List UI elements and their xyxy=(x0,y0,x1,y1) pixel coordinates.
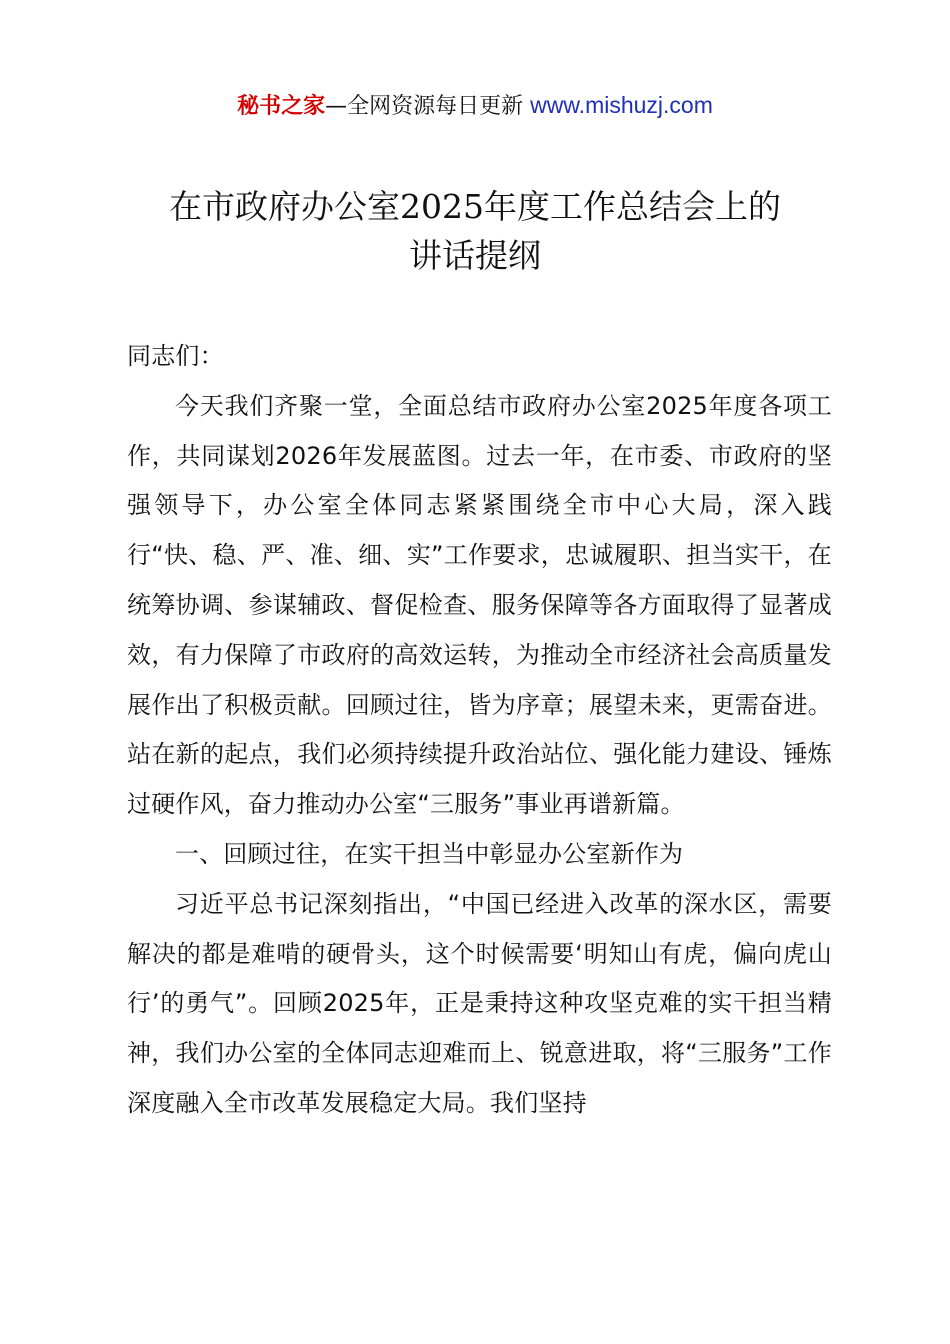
title-line-1: 在市政府办公室2025年度工作总结会上的 xyxy=(169,187,781,226)
salutation: 同志们： xyxy=(127,342,224,370)
brand-name: 秘书之家 xyxy=(237,94,326,119)
header-tagline: —全网资源每日更新 xyxy=(325,94,524,119)
paragraph-review: 习近平总书记深刻指出，“中国已经进入改革的深水区，需要解决的都是难啃的硬骨头，这个时候需要‘明知山有虎，偏向虎山行’的勇气”。回顾2025年，正是秉持这种攻坚克难的实干担当精神，我们办公室的全体同志迎难而上、锐意进取，将“三服务”工作深度融入全市改革发展稳定大局。我们坚持 xyxy=(127,889,832,1117)
site-header xyxy=(0,88,950,124)
site-url-link[interactable]: www.mishuzj.com xyxy=(530,92,713,118)
document-body xyxy=(127,332,832,1129)
section-heading-1: 一、回顾过往，在实干担当中彰显办公室新作为 xyxy=(175,839,684,868)
document-title xyxy=(120,182,830,280)
title-line-2: 讲话提纲 xyxy=(409,236,541,275)
paragraph-intro: 今天我们齐聚一堂，全面总结市政府办公室2025年度各项工作，共同谋划2026年发展蓝图。过去一年，在市委、市政府的坚强领导下，办公室全体同志紧紧围绕全市中心大局，深入践行“快、稳、严、准、细、实”工作要求，忠诚履职、担当实干，在统筹协调、参谋辅政、督促检查、服务保障等各方面取得了显著成效，有力保障了市政府的高效运转，为推动全市经济社会高质量发展作出了积极贡献。回顾过往，皆为序章；展望未来，更需奋进。站在新的起点，我们必须持续提升政治站位、强化能力建设、锤炼过硬作风，奋力推动办公室“三服务”事业再谱新篇。 xyxy=(127,391,832,819)
